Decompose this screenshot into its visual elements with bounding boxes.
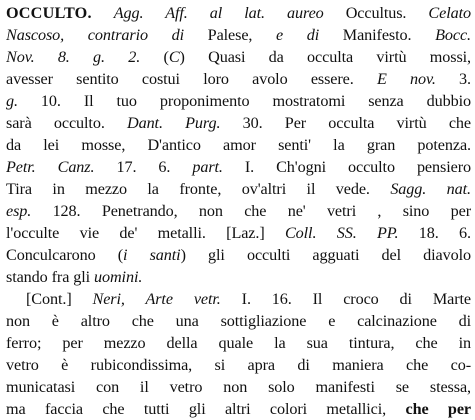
- entry-line: [6, 90, 471, 112]
- text-segment: 10. Il tuo proponimento mostratomi senza dubbio: [17, 92, 471, 110]
- entry-line: [6, 310, 471, 332]
- text-segment: Petr. Canz.: [6, 158, 95, 176]
- entry-line: [6, 200, 471, 222]
- text-segment: Celato: [428, 4, 471, 22]
- text-segment: OCCULTO.: [6, 4, 92, 22]
- text-segment: Dant. Purg.: [126, 114, 221, 132]
- text-segment: Nascoso, contrario di: [6, 26, 185, 44]
- text-segment: stando fra gli: [6, 268, 94, 286]
- text-segment: avesser sentito costui loro avolo essere.: [6, 70, 377, 88]
- text-segment: Occultus.: [323, 4, 429, 22]
- entry-line: [6, 376, 471, 398]
- text-segment: vetro è rubicondissima, si apra di maniera che co-: [6, 356, 471, 374]
- entry-line: [6, 112, 471, 134]
- text-segment: Tira in mezzo la fronte, ov'altri il vede.: [6, 180, 391, 198]
- text-segment: 30. Per occulta virtù che: [220, 114, 471, 132]
- text-segment: sarà occulto.: [6, 114, 127, 132]
- text-segment: esp.: [6, 202, 32, 220]
- text-segment: Neri, Arte vetr.: [92, 290, 221, 308]
- text-segment: Sagg. nat.: [390, 180, 471, 198]
- text-segment: non è altro che una sottigliazione e calcinazione di: [6, 312, 471, 330]
- text-segment: 3.: [435, 70, 471, 88]
- text-segment: da lei mosse, D'antico amor senti' la gran potenza.: [6, 136, 471, 154]
- text-segment: Nov. 8. g. 2.: [6, 48, 141, 66]
- entry-line: [6, 46, 471, 68]
- text-segment: e di: [276, 26, 320, 44]
- text-segment: part.: [192, 158, 223, 176]
- text-segment: Manifesto.: [319, 26, 436, 44]
- entry-line: [6, 222, 471, 244]
- text-segment: municatasi con il vetro non solo manifesti se stessa,: [6, 378, 471, 396]
- entry-line: [6, 398, 471, 420]
- text-segment: [Cont.]: [26, 290, 93, 308]
- entry-line: [26, 288, 471, 310]
- entry-line: [6, 178, 471, 200]
- entry-line: [6, 68, 471, 90]
- text-segment: che per: [405, 400, 471, 418]
- text-segment: g.: [6, 92, 18, 110]
- text-segment: ferro; per mezzo della quale la sua tintura, che in: [6, 334, 471, 352]
- entry-line: [6, 134, 471, 156]
- text-segment: (: [140, 48, 169, 66]
- text-segment: ma faccia che tutti gli altri colori metallici,: [6, 400, 406, 418]
- text-segment: l'occulte vie de' metalli. [Laz.]: [6, 224, 285, 242]
- entry-line: [6, 244, 471, 266]
- text-segment: 18. 6.: [398, 224, 471, 242]
- entry-line: [6, 156, 471, 178]
- text-segment: i santi: [123, 246, 181, 264]
- text-segment: Conculcarono (: [6, 246, 124, 264]
- text-segment: I. 16. Il croco di Marte: [220, 290, 471, 308]
- text-segment: I. Ch'ogni occulto pensiero: [222, 158, 471, 176]
- text-segment: Palese,: [184, 26, 277, 44]
- text-segment: 17. 6.: [94, 158, 193, 176]
- entry-line: [6, 332, 471, 354]
- entry-line: [6, 266, 471, 288]
- entry-line: [6, 2, 471, 24]
- text-segment: C: [168, 48, 180, 66]
- entry-line: [6, 24, 471, 46]
- text-segment: ) Quasi da occulta virtù mossi,: [179, 48, 471, 66]
- text-segment: uomini.: [93, 268, 143, 286]
- text-segment: Coll. SS. PP.: [284, 224, 399, 242]
- text-segment: 128. Penetrando, non che ne' vetri , sino per: [31, 202, 471, 220]
- text-segment: E nov.: [376, 70, 436, 88]
- entry-line: [6, 354, 471, 376]
- text-segment: Bocc.: [435, 26, 471, 44]
- text-segment: Agg. Aff. al lat. aureo: [113, 4, 324, 22]
- text-segment: [92, 4, 114, 22]
- text-segment: ) gli occulti agguati del diavolo: [180, 246, 471, 264]
